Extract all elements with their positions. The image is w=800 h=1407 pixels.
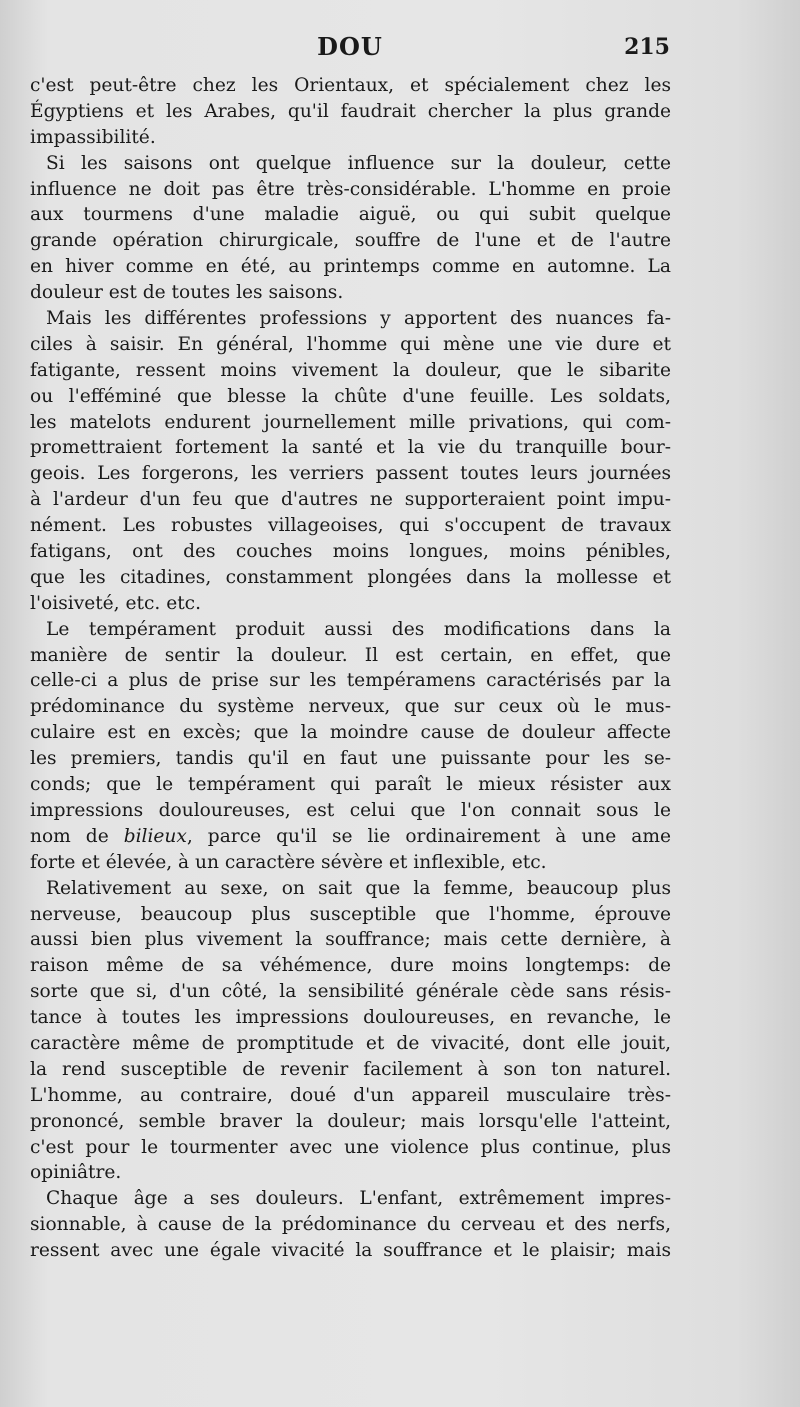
text-line: nom de bilieux, parce qu'il se lie ordinairement à une ame xyxy=(30,825,671,847)
text-line: sionnable, à cause de la prédominance du cerveau et des nerfs, xyxy=(30,1214,671,1236)
paragraph xyxy=(30,151,671,306)
text-line: nerveuse, beaucoup plus susceptible que l'homme, éprouve xyxy=(30,903,671,925)
text-line: la rend susceptible de revenir facilement à son ton naturel. xyxy=(30,1058,671,1080)
text-line: impassibilité. xyxy=(30,126,156,148)
text-line: L'homme, au contraire, doué d'un appareil musculaire très- xyxy=(30,1084,671,1106)
text-line: aux tourmens d'une maladie aiguë, ou qui subit quelque xyxy=(30,204,671,226)
paragraph xyxy=(30,73,671,151)
text-line: Mais les différentes professions y apportent des nuances fa- xyxy=(46,308,671,330)
text-line: opiniâtre. xyxy=(30,1162,122,1184)
text-line: impressions douloureuses, est celui que l'on connait sous le xyxy=(30,799,671,821)
text-line: caractère même de promptitude et de vivacité, dont elle jouit, xyxy=(30,1032,671,1054)
text-line: influence ne doit pas être très-considérable. L'homme en proie xyxy=(30,178,671,200)
text-line: Chaque âge a ses douleurs. L'enfant, extrêmement impres- xyxy=(46,1188,671,1210)
text-line: sorte que si, d'un côté, la sensibilité générale cède sans résis- xyxy=(30,981,671,1003)
text-line: promettraient fortement la santé et la vie du tranquille bour- xyxy=(30,437,671,459)
text-line: fatigante, ressent moins vivement la douleur, que le sibarite xyxy=(30,359,671,381)
text-line: manière de sentir la douleur. Il est certain, en effet, que xyxy=(30,644,671,666)
text-line: c'est peut-être chez les Orientaux, et spécialement chez les xyxy=(30,75,671,96)
text-line: en hiver comme en été, au printemps comme en automne. La xyxy=(30,256,671,278)
text-line: prédominance du système nerveux, que sur ceux où le mus- xyxy=(30,696,671,718)
text-line: geois. Les forgerons, les verriers passent toutes leurs journées xyxy=(30,463,671,485)
paragraph xyxy=(30,617,671,876)
text-line: que les citadines, constamment plongées dans la mollesse et xyxy=(30,566,671,588)
page-number: 215 xyxy=(624,34,670,60)
text-line: conds; que le tempérament qui paraît le mieux résister aux xyxy=(30,774,671,796)
page-header xyxy=(30,32,670,72)
text-line: ciles à saisir. En général, l'homme qui mène une vie dure et xyxy=(30,333,671,355)
text-line: les matelots endurent journellement mille privations, qui com- xyxy=(30,411,671,433)
text-line: raison même de sa véhémence, dure moins longtemps: de xyxy=(30,955,671,977)
text-line: prononcé, semble braver la douleur; mais lorsqu'elle l'atteint, xyxy=(30,1110,671,1132)
text-line: douleur est de toutes les saisons. xyxy=(30,282,344,304)
text-line: tance à toutes les impressions douloureuses, en revanche, le xyxy=(30,1007,671,1029)
body-text xyxy=(30,73,671,1264)
text-line: les premiers, tandis qu'il en faut une puissante pour les se- xyxy=(30,748,671,770)
text-line: ou l'efféminé que blesse la chûte d'une feuille. Les soldats, xyxy=(30,385,671,407)
text-line: c'est pour le tourmenter avec une violence plus continue, plus xyxy=(30,1136,671,1158)
paragraph xyxy=(30,306,671,617)
text-line: à l'ardeur d'un feu que d'autres ne supporteraient point impu- xyxy=(30,489,671,511)
text-line: grande opération chirurgicale, souffre de l'une et de l'autre xyxy=(30,230,671,252)
running-head: DOU xyxy=(317,32,383,61)
text-line: culaire est en excès; que la moindre cause de douleur affecte xyxy=(30,722,671,744)
text-line: nément. Les robustes villageoises, qui s'occupent de travaux xyxy=(30,515,671,537)
text-line: fatigans, ont des couches moins longues, moins pénibles, xyxy=(30,541,671,563)
text-line: ressent avec une égale vivacité la souffrance et le plaisir; mais xyxy=(30,1240,671,1262)
text-line: Si les saisons ont quelque influence sur la douleur, cette xyxy=(46,152,671,174)
text-line: celle-ci a plus de prise sur les tempéramens caractérisés par la xyxy=(30,670,671,692)
text-line: aussi bien plus vivement la souffrance; mais cette dernière, à xyxy=(30,929,671,951)
paragraph xyxy=(30,876,671,1187)
text-line: forte et élevée, à un caractère sévère et inflexible, etc. xyxy=(30,851,547,873)
text-line: l'oisiveté, etc. etc. xyxy=(30,592,202,614)
paragraph xyxy=(30,1186,671,1264)
text-line: Égyptiens et les Arabes, qu'il faudrait chercher la plus grande xyxy=(30,100,671,122)
text-line: Le tempérament produit aussi des modifications dans la xyxy=(46,618,671,640)
text-line: Relativement au sexe, on sait que la femme, beaucoup plus xyxy=(46,877,671,899)
